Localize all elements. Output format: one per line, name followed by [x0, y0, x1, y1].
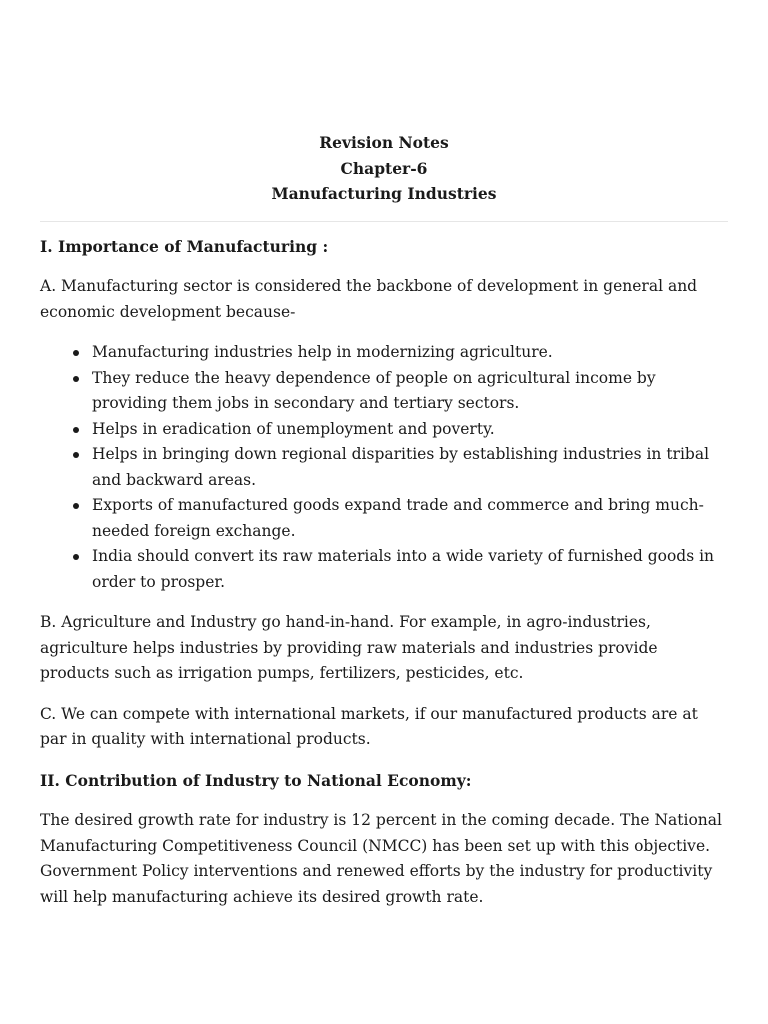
bullet-text: They reduce the heavy dependence of people on agricultural income by providing them jobs in secondary and tertiary sectors.	[92, 368, 656, 412]
bullet-text: Helps in bringing down regional disparities by establishing industries in tribal and backward areas.	[92, 445, 710, 489]
bullet-dot-icon	[73, 350, 79, 356]
bullet-item	[92, 340, 728, 366]
bullet-item	[92, 442, 728, 493]
document-header	[40, 130, 728, 207]
bullet-text: India should convert its raw materials into a wide variety of furnished goods in order to prosper.	[92, 547, 715, 591]
bullet-item	[92, 417, 728, 443]
bullet-item	[92, 493, 728, 544]
section-heading-contribution: II. Contribution of Industry to National Economy:	[40, 770, 472, 790]
paragraph-growth-rate: The desired growth rate for industry is 12 percent in the coming decade. The National Manufacturing Competitiveness Council (NMCC) has been set up with this objective. Government Policy interventions and renewed efforts by the industry for productivity will help manufacturing achieve its desired growth rate.	[40, 811, 722, 906]
bullet-dot-icon	[73, 376, 79, 382]
header-divider	[40, 221, 728, 222]
header-chapter: Chapter-6	[340, 158, 428, 178]
paragraph-b: B. Agriculture and Industry go hand-in-hand. For example, in agro-industries, agriculture helps industries by providing raw materials and industries provide products such as irrigation pumps, fertilizers, pesticides, etc.	[40, 613, 658, 682]
paragraph-c: C. We can compete with international markets, if our manufactured products are at par in quality with international products.	[40, 704, 698, 748]
bullet-text: Helps in eradication of unemployment and poverty.	[92, 419, 495, 438]
bullet-dot-icon	[73, 452, 79, 458]
bullet-text: Exports of manufactured goods expand trade and commerce and bring much-needed foreign exchange.	[92, 496, 704, 540]
section-importance	[40, 234, 728, 753]
bullet-dot-icon	[73, 554, 79, 560]
header-revision-notes: Revision Notes	[319, 133, 449, 152]
bullet-item	[92, 366, 728, 417]
section-contribution	[40, 768, 728, 911]
header-chapter-title: Manufacturing Industries	[271, 184, 497, 203]
paragraph-a: A. Manufacturing sector is considered the backbone of development in general and economic development because-	[40, 277, 698, 321]
bullet-item	[92, 544, 728, 595]
bullet-dot-icon	[73, 427, 79, 433]
importance-bullet-list	[40, 340, 728, 595]
bullet-text: Manufacturing industries help in modernizing agriculture.	[92, 343, 553, 361]
bullet-dot-icon	[73, 503, 79, 509]
section-heading-importance: I. Importance of Manufacturing :	[40, 236, 329, 256]
